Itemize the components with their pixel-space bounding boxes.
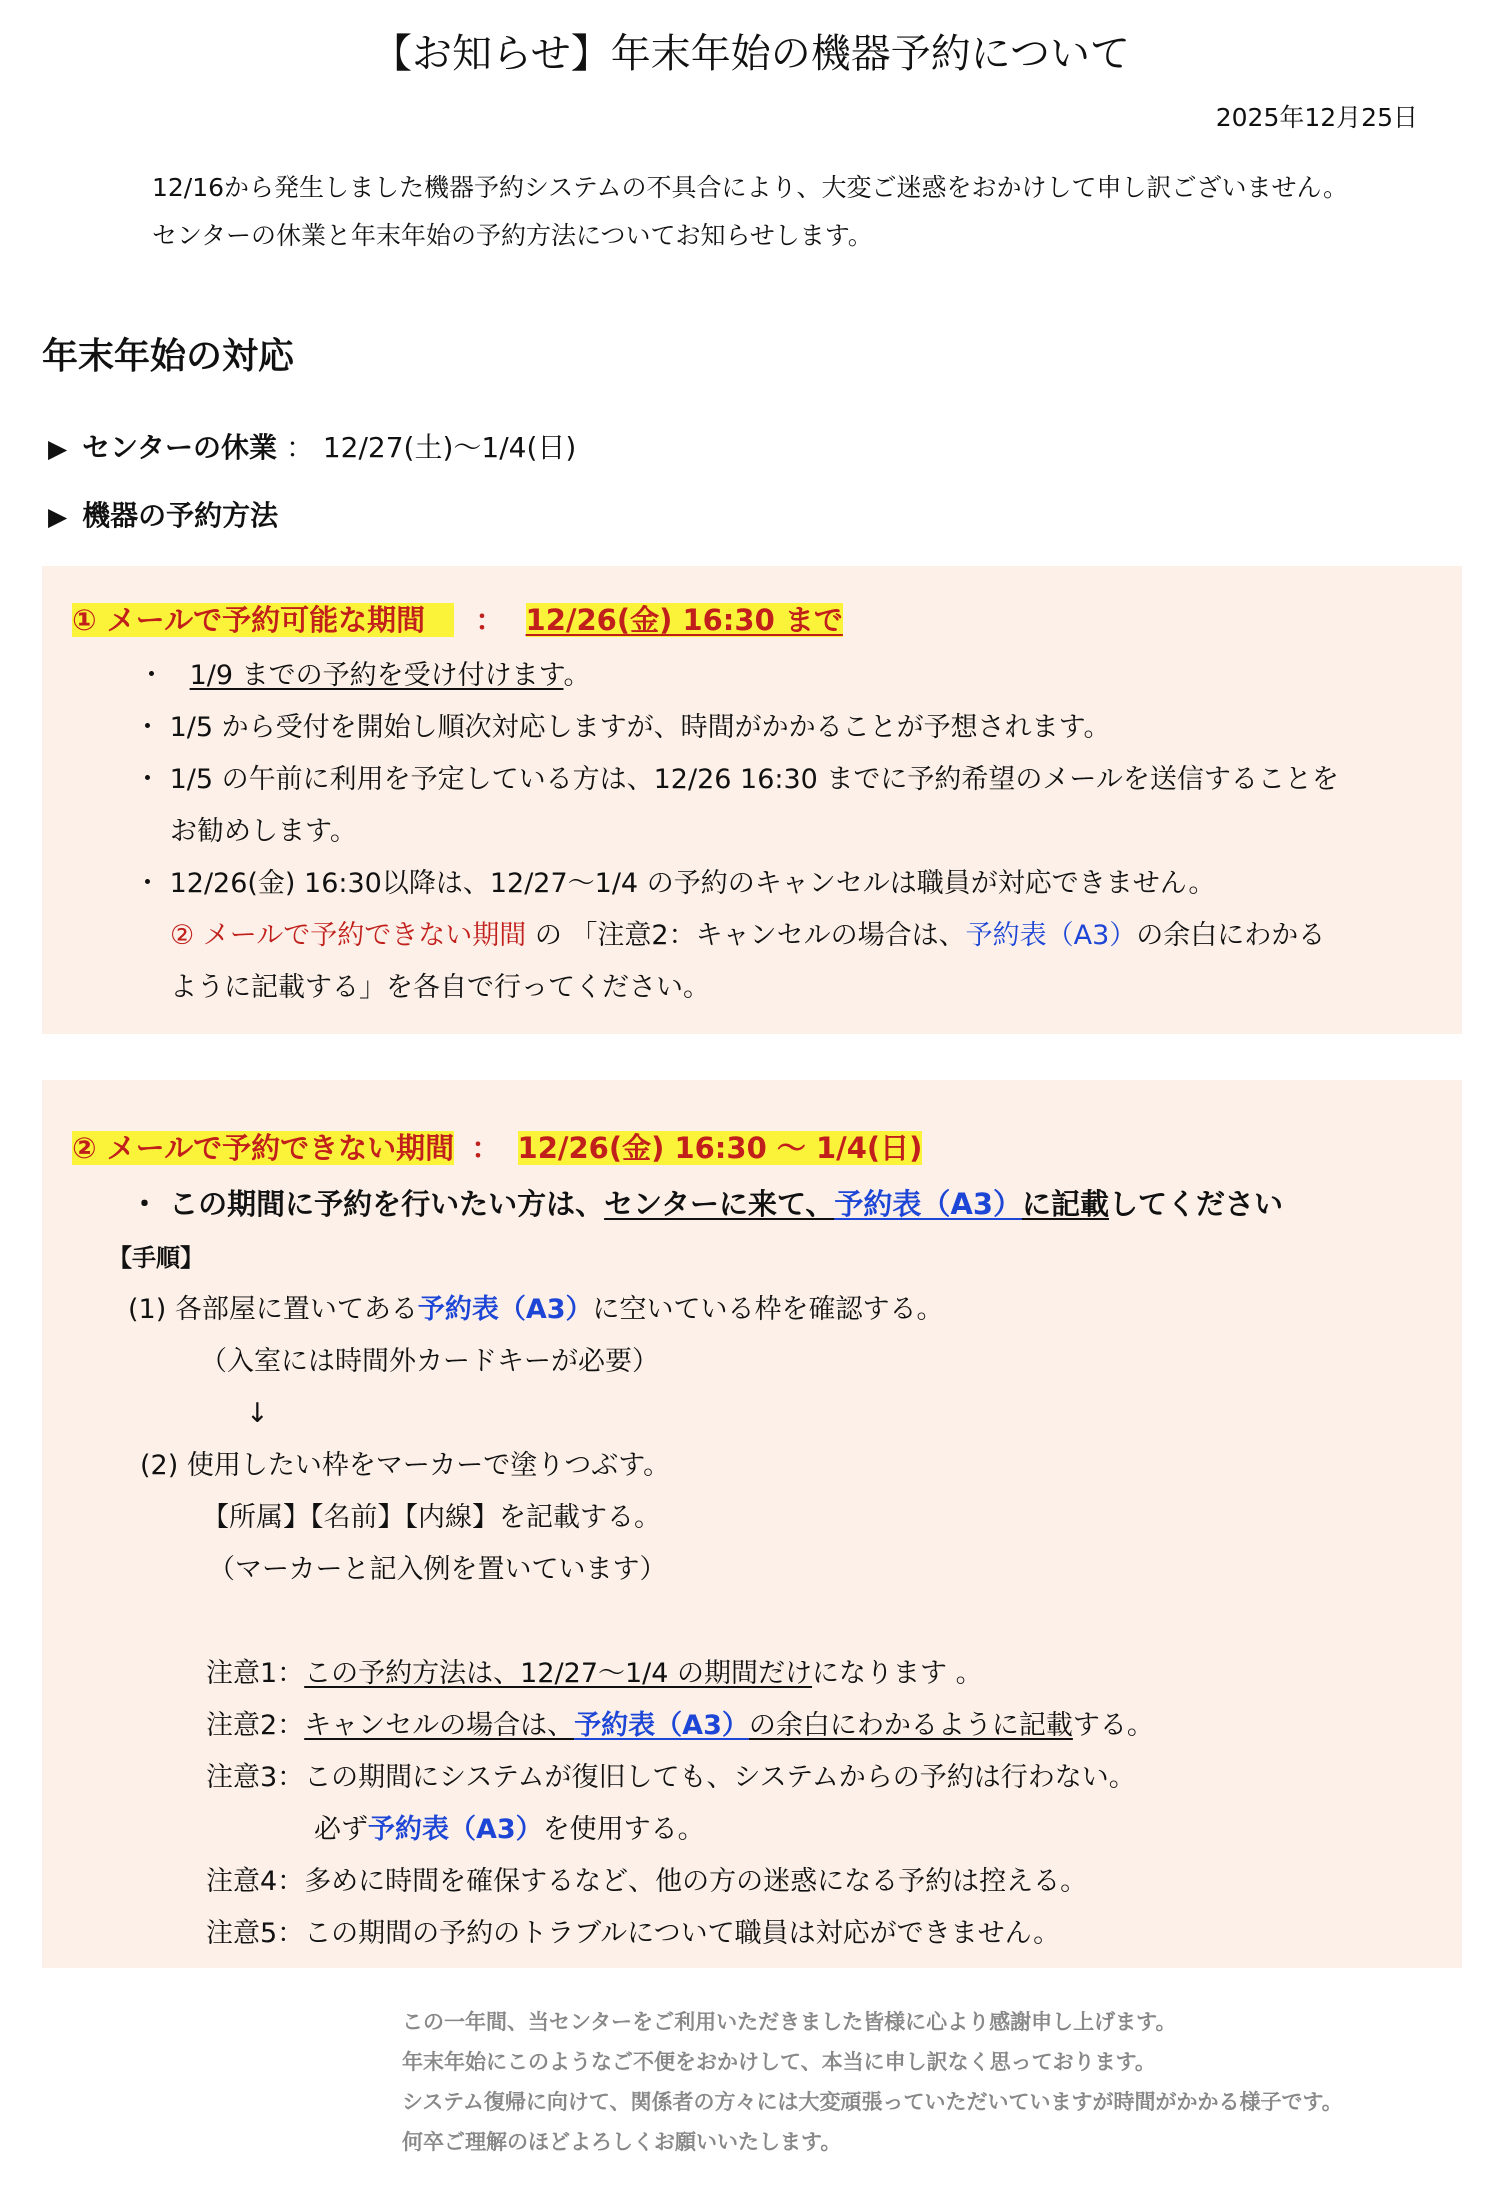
section-heading: 年末年始の対応 (42, 336, 295, 377)
box1-bullet-1 (138, 656, 590, 696)
box1-bullet-4-last: ように記載する」を各自で行ってください。 (170, 972, 710, 1003)
closing-line-3: システム復帰に向けて、関係者の方々には大変頑張っていただいていますが時間がかかる様子です。 (402, 2090, 1343, 2114)
note-3-cont (314, 1810, 705, 1850)
box2-main-instruction (130, 1184, 1283, 1224)
reservation-sheet-link: 予約表（A3） (417, 1294, 593, 1325)
intro-line-2: センターの休業と年末年始の予約方法についてお知らせします。 (152, 221, 873, 250)
period-2-reference: ② メールで予約できない期間 (170, 920, 527, 951)
box1-sep: ： (475, 603, 505, 637)
step-2-note: （マーカーと記入例を置いています） (208, 1554, 667, 1585)
procedure-heading: 【手順】 (108, 1244, 204, 1272)
box1-bullet-2: ・ 1/5 から受付を開始し順次対応しますが、時間がかかることが予想されます。 (134, 712, 1111, 743)
page-title: 【お知らせ】年末年始の機器予約について (372, 31, 1130, 77)
step-2-detail: 【所属】【名前】【内線】を記載する。 (202, 1502, 661, 1533)
box1-period: 12/26(金) 16:30 まで (525, 603, 843, 637)
box2-sep: ： (471, 1131, 501, 1165)
main-underline-1: センターに来て、 (604, 1187, 835, 1221)
closing-line-4: 何卒ご理解のほどよろしくお願いいたします。 (402, 2130, 842, 2154)
box1-bullet-1-text: 1/9 までの予約を受け付けます (189, 660, 564, 691)
note-label: 注意3： (206, 1762, 305, 1793)
main-underline-2: に記載 (1022, 1187, 1110, 1221)
intro-line-1: 12/16から発生しました機器予約システムの不具合により、大変ご迷惑をおかけして申し訳ございません。 (152, 173, 1349, 202)
main-end: してください (1109, 1187, 1284, 1221)
triangle-bullet-icon: ▶ (48, 434, 68, 463)
box1-bullet-3-line1: ・ 1/5 の午前に利用を予定している方は、12/26 16:30 までに予約希望のメールを送信することを (134, 764, 1339, 795)
closure-sep: ： (285, 431, 314, 464)
ref-mid: の 「注意2：キャンセルの場合は、 (526, 920, 966, 951)
step-1 (128, 1290, 944, 1330)
box1-bullet-4: ・ 12/26(金) 16:30以降は、12/27〜1/4 の予約のキャンセルは職員が対応できません。 (134, 868, 1216, 899)
box1-bullet-3-line2: お勧めします。 (170, 816, 357, 847)
note-5-text: この期間の予約のトラブルについて職員は対応ができません。 (304, 1918, 1061, 1949)
note-2-underline-1: キャンセルの場合は、 (304, 1710, 575, 1741)
note-1-underline: この予約方法は、12/27〜1/4 の期間だけ (304, 1658, 813, 1689)
note-label: 注意5： (206, 1918, 305, 1949)
step-1-post: に空いている枠を確認する。 (592, 1294, 944, 1325)
box2-title-row (72, 1128, 922, 1168)
box2-period: 12/26(金) 16:30 〜 1/4(日) (517, 1131, 923, 1165)
reservation-sheet-link: 予約表（A3） (965, 920, 1137, 951)
bullet-end: 。 (563, 660, 591, 691)
closing-line-2: 年末年始にこのようなご不便をおかけして、本当に申し訳なく思っております。 (402, 2050, 1156, 2074)
method-label: 機器の予約方法 (82, 499, 279, 532)
note-label: 注意2： (206, 1710, 305, 1741)
box1-bullet-4-ref (170, 916, 1325, 956)
closure-value: 12/27(土)〜1/4(日) (322, 431, 577, 464)
reservation-sheet-link: 予約表（A3） (574, 1710, 749, 1741)
note-2-underline-2: の余白にわかるように記載 (748, 1710, 1073, 1741)
notice-date: 2025年12月25日 (1215, 103, 1418, 132)
note-4-text: 多めに時間を確保するなど、他の方の迷惑になる予約は控える。 (304, 1866, 1088, 1897)
step-1-note: （入室には時間外カードキーが必要） (200, 1346, 659, 1377)
note-label: 注意1： (206, 1658, 305, 1689)
note-4 (206, 1862, 1087, 1902)
note-1 (206, 1654, 983, 1694)
ref-tail: の余白にわかる (1136, 920, 1326, 951)
closing-line-1: この一年間、当センターをご利用いただきました皆様に心より感謝申し上げます。 (402, 2010, 1177, 2034)
note-label: 注意4： (206, 1866, 305, 1897)
method-row (48, 494, 278, 534)
note-2-end: する。 (1072, 1710, 1154, 1741)
box1-title: ① メールで予約可能な期間 (72, 603, 455, 637)
closure-label: センターの休業 (82, 431, 278, 464)
note-1-end: になります 。 (812, 1658, 983, 1689)
box1-title-row (72, 600, 843, 640)
reservation-sheet-link: 予約表（A3） (368, 1814, 543, 1845)
note-3-pre: 必ず (314, 1814, 368, 1845)
note-2 (206, 1706, 1154, 1746)
note-3-post: を使用する。 (542, 1814, 705, 1845)
down-arrow-icon: ↓ (246, 1398, 269, 1429)
box2-title: ② メールで予約できない期間 (72, 1131, 455, 1165)
note-5 (206, 1914, 1060, 1954)
step-2: (2) 使用したい枠をマーカーで塗りつぶす。 (140, 1450, 671, 1481)
main-pre: ・ この期間に予約を行いたい方は、 (130, 1187, 605, 1221)
note-3-text: この期間にシステムが復旧しても、システムからの予約は行わない。 (304, 1762, 1136, 1793)
step-1-pre: (1) 各部屋に置いてある (128, 1294, 418, 1325)
bullet-dot: ・ (138, 660, 165, 691)
closure-row (48, 426, 576, 466)
note-3 (206, 1758, 1136, 1798)
reservation-sheet-link: 予約表（A3） (834, 1187, 1022, 1221)
triangle-bullet-icon: ▶ (48, 502, 68, 531)
